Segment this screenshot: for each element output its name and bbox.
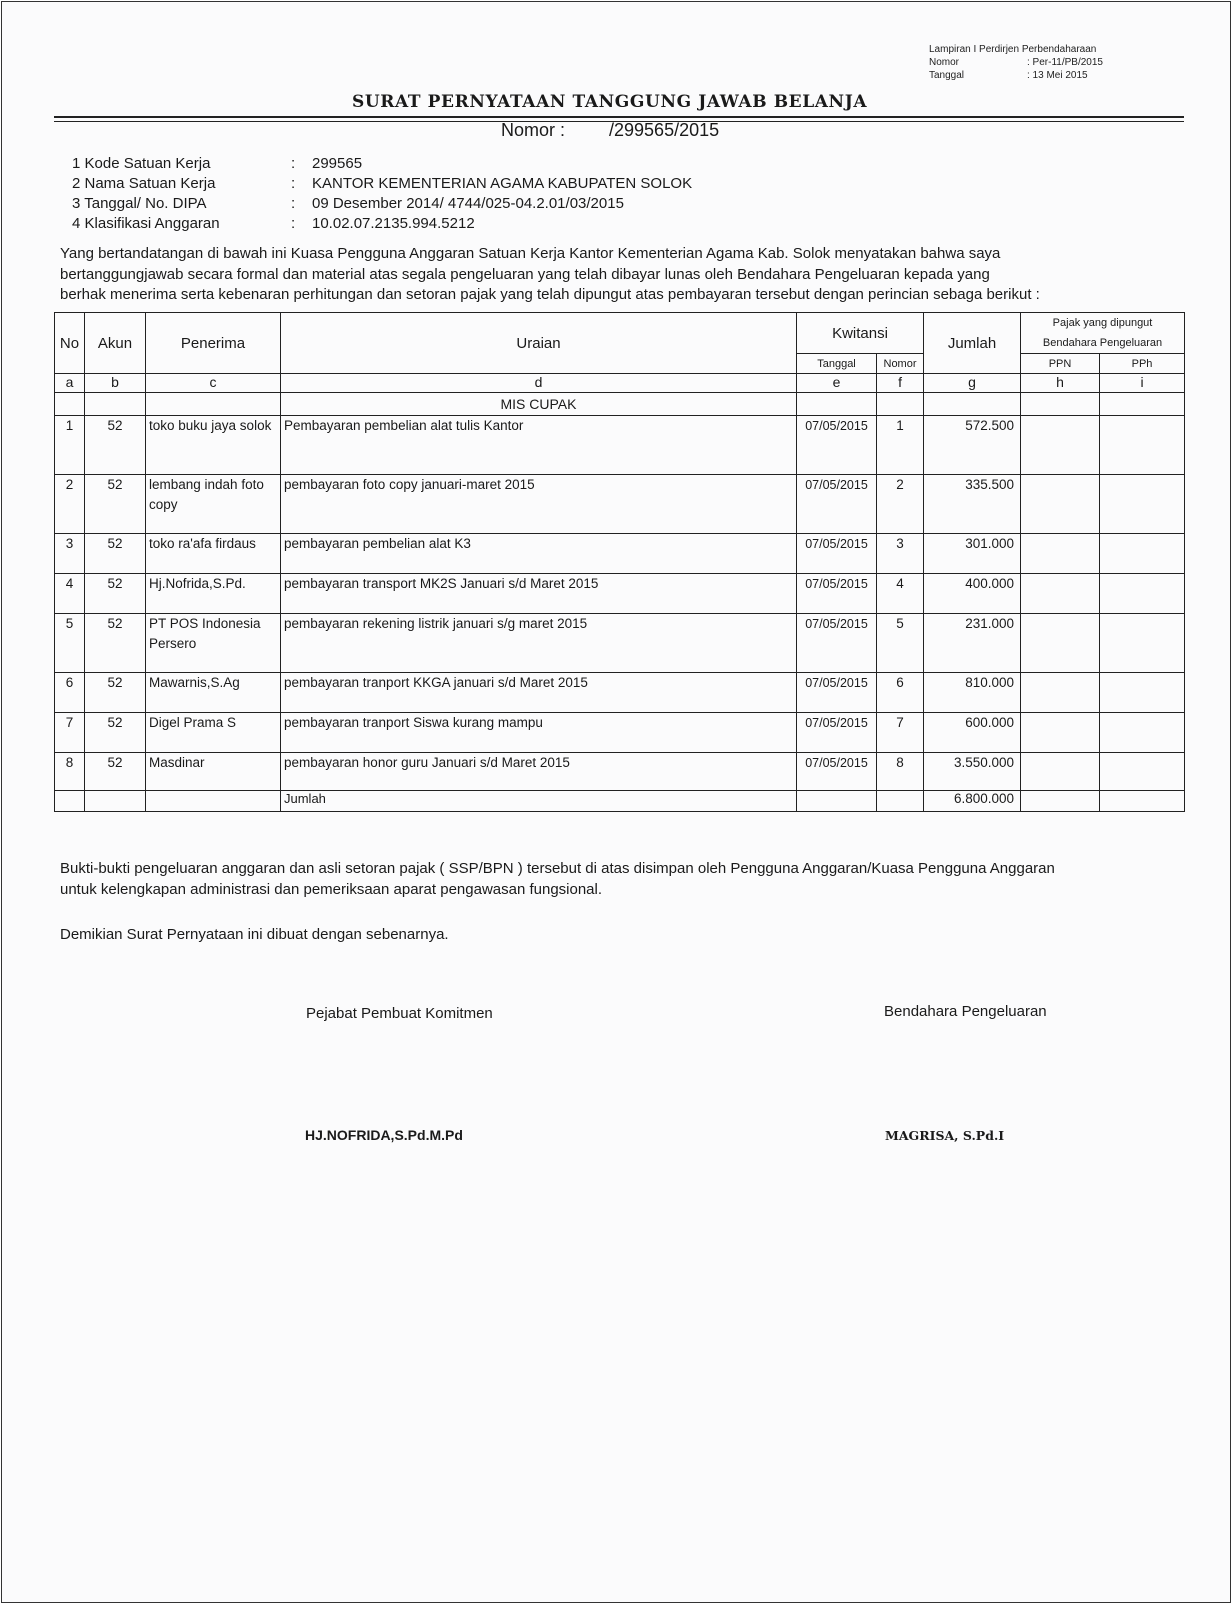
cell-nomor: 3 — [877, 534, 924, 574]
header-penerima: Penerima — [146, 313, 281, 374]
field-colon: : — [291, 215, 296, 232]
header-tanggal: Tanggal — [797, 354, 877, 374]
cell-akun: 52 — [85, 614, 146, 673]
letter-d: d — [281, 374, 797, 393]
cell-nomor: 5 — [877, 614, 924, 673]
cell-penerima: toko ra'afa firdaus — [146, 534, 281, 574]
cell-penerima: Digel Prama S — [146, 713, 281, 753]
header-nomor: Nomor — [877, 354, 924, 374]
cell-no: 7 — [55, 713, 85, 753]
cell-nomor: 1 — [877, 416, 924, 475]
intro-line-2: bertanggungjawab secara formal dan material atas segala pengeluaran yang telah dibayar lunas oleh Bendahara Pengeluaran kepada yang — [60, 266, 990, 283]
section-row — [55, 393, 1185, 416]
nomor-label: Nomor : — [501, 120, 566, 140]
closing-line-1: Bukti-bukti pengeluaran anggaran dan asli setoran pajak ( SSP/BPN ) tersebut di atas disimpan oleh Pengguna Anggaran/Kuasa Pengguna Anggaran — [60, 860, 1055, 877]
letter-b: b — [85, 374, 146, 393]
field-label: 2 Nama Satuan Kerja — [72, 175, 216, 192]
table-row — [55, 673, 1185, 713]
signature-left-title: Pejabat Pembuat Komitmen — [306, 1005, 493, 1022]
cell-nomor: 7 — [877, 713, 924, 753]
header-pajak — [1021, 313, 1185, 354]
header-uraian: Uraian — [281, 313, 797, 374]
cell-uraian: pembayaran tranport Siswa kurang mampu — [281, 713, 797, 753]
cell-uraian: Pembayaran pembelian alat tulis Kantor — [281, 416, 797, 475]
lampiran-block — [929, 44, 1103, 81]
cell-jumlah: 231.000 — [924, 614, 1021, 673]
cell-no: 6 — [55, 673, 85, 713]
cell-nomor: 2 — [877, 475, 924, 534]
cell-jumlah: 301.000 — [924, 534, 1021, 574]
cell-tanggal: 07/05/2015 — [797, 475, 877, 534]
table-row — [55, 574, 1185, 614]
cell-jumlah: 810.000 — [924, 673, 1021, 713]
cell-akun: 52 — [85, 416, 146, 475]
column-letter-row — [55, 374, 1185, 393]
lampiran-tanggal-value: : 13 Mei 2015 — [1027, 70, 1088, 81]
header-akun: Akun — [85, 313, 146, 374]
signature-left-name: HJ.NOFRIDA,S.Pd.M.Pd — [305, 1127, 463, 1143]
spending-table — [54, 312, 1185, 812]
cell-jumlah: 600.000 — [924, 713, 1021, 753]
section-label: MIS CUPAK — [281, 393, 797, 416]
field-colon: : — [291, 175, 296, 192]
cell-no: 8 — [55, 753, 85, 791]
letter-h: h — [1021, 374, 1100, 393]
lampiran-tanggal-label: Tanggal — [929, 70, 965, 81]
cell-jumlah: 400.000 — [924, 574, 1021, 614]
letter-g: g — [924, 374, 1021, 393]
cell-nomor: 8 — [877, 753, 924, 791]
header-no: No — [55, 313, 85, 374]
intro-line-1: Yang bertandatangan di bawah ini Kuasa Pengguna Anggaran Satuan Kerja Kantor Kementerian Agama Kab. Solok menyatakan bahwa saya — [60, 245, 1001, 262]
cell-no: 5 — [55, 614, 85, 673]
table-header-row — [55, 313, 1185, 354]
field-value: 10.02.07.2135.994.5212 — [312, 215, 475, 232]
field-colon: : — [291, 195, 296, 212]
cell-nomor: 6 — [877, 673, 924, 713]
cell-uraian: pembayaran foto copy januari-maret 2015 — [281, 475, 797, 534]
letter-i: i — [1100, 374, 1185, 393]
cell-no: 4 — [55, 574, 85, 614]
header-pph: PPh — [1100, 354, 1185, 374]
total-label: Jumlah — [281, 791, 797, 812]
header-pajak-line2: Bendahara Pengeluaran — [1042, 337, 1163, 349]
total-row — [55, 791, 1185, 812]
cell-jumlah: 572.500 — [924, 416, 1021, 475]
cell-uraian: pembayaran pembelian alat K3 — [281, 534, 797, 574]
cell-uraian: pembayaran transport MK2S Januari s/d Maret 2015 — [281, 574, 797, 614]
cell-tanggal: 07/05/2015 — [797, 614, 877, 673]
lampiran-nomor-value: : Per-11/PB/2015 — [1027, 57, 1103, 68]
intro-line-3: berhak menerima serta kebenaran perhitungan dan setoran pajak yang telah dipungut atas pembayaran tersebut dengan perincian sebaga berikut : — [60, 286, 1040, 303]
cell-tanggal: 07/05/2015 — [797, 713, 877, 753]
field-label: 1 Kode Satuan Kerja — [72, 155, 211, 172]
signature-right-title: Bendahara Pengeluaran — [884, 1003, 1047, 1020]
cell-tanggal: 07/05/2015 — [797, 534, 877, 574]
cell-akun: 52 — [85, 475, 146, 534]
cell-uraian: pembayaran tranport KKGA januari s/d Maret 2015 — [281, 673, 797, 713]
cell-nomor: 4 — [877, 574, 924, 614]
cell-no: 3 — [55, 534, 85, 574]
cell-penerima: Hj.Nofrida,S.Pd. — [146, 574, 281, 614]
nomor-value: /299565/2015 — [609, 120, 720, 140]
nomor-line — [501, 120, 719, 141]
header-kwitansi: Kwitansi — [797, 313, 924, 354]
letter-f: f — [877, 374, 924, 393]
lampiran-nomor-label: Nomor — [929, 57, 960, 68]
closing-line-2: untuk kelengkapan administrasi dan pemeriksaan aparat pengawasan fungsional. — [60, 881, 603, 898]
total-value: 6.800.000 — [924, 791, 1021, 812]
cell-no: 1 — [55, 416, 85, 475]
field-label: 4 Klasifikasi Anggaran — [72, 215, 220, 232]
cell-jumlah: 335.500 — [924, 475, 1021, 534]
field-colon: : — [291, 155, 296, 172]
cell-penerima: PT POS Indonesia Persero — [146, 614, 281, 673]
cell-penerima: Masdinar — [146, 753, 281, 791]
cell-uraian: pembayaran rekening listrik januari s/g maret 2015 — [281, 614, 797, 673]
cell-akun: 52 — [85, 673, 146, 713]
cell-penerima: Mawarnis,S.Ag — [146, 673, 281, 713]
table-row — [55, 534, 1185, 574]
table-row — [55, 614, 1185, 673]
header-pajak-line1: Pajak yang dipungut — [1052, 317, 1153, 329]
document-page — [1, 1, 1231, 1603]
letter-e: e — [797, 374, 877, 393]
cell-penerima: toko buku jaya solok — [146, 416, 281, 475]
cell-tanggal: 07/05/2015 — [797, 673, 877, 713]
table-row — [55, 753, 1185, 791]
field-value: 09 Desember 2014/ 4744/025-04.2.01/03/2015 — [312, 195, 624, 212]
table-row — [55, 713, 1185, 753]
header-ppn: PPN — [1021, 354, 1100, 374]
cell-tanggal: 07/05/2015 — [797, 753, 877, 791]
letter-c: c — [146, 374, 281, 393]
table-row — [55, 416, 1185, 475]
cell-akun: 52 — [85, 534, 146, 574]
table-row — [55, 475, 1185, 534]
cell-tanggal: 07/05/2015 — [797, 416, 877, 475]
document-title: SURAT PERNYATAAN TANGGUNG JAWAB BELANJA — [352, 92, 868, 112]
cell-jumlah: 3.550.000 — [924, 753, 1021, 791]
field-value: 299565 — [312, 155, 363, 172]
header-jumlah: Jumlah — [924, 313, 1021, 374]
title-rule-top — [54, 116, 1184, 118]
cell-akun: 52 — [85, 753, 146, 791]
lampiran-title: Lampiran I Perdirjen Perbendaharaan — [929, 44, 1097, 55]
field-value: KANTOR KEMENTERIAN AGAMA KABUPATEN SOLOK — [312, 175, 693, 192]
signature-right-name: MAGRISA, S.Pd.I — [885, 1128, 1005, 1143]
cell-tanggal: 07/05/2015 — [797, 574, 877, 614]
cell-penerima: lembang indah foto copy — [146, 475, 281, 534]
cell-no: 2 — [55, 475, 85, 534]
letter-a: a — [55, 374, 85, 393]
field-label: 3 Tanggal/ No. DIPA — [72, 195, 207, 212]
cell-uraian: pembayaran honor guru Januari s/d Maret 2015 — [281, 753, 797, 791]
cell-akun: 52 — [85, 574, 146, 614]
cell-akun: 52 — [85, 713, 146, 753]
demikian-statement: Demikian Surat Pernyataan ini dibuat dengan sebenarnya. — [60, 926, 449, 943]
